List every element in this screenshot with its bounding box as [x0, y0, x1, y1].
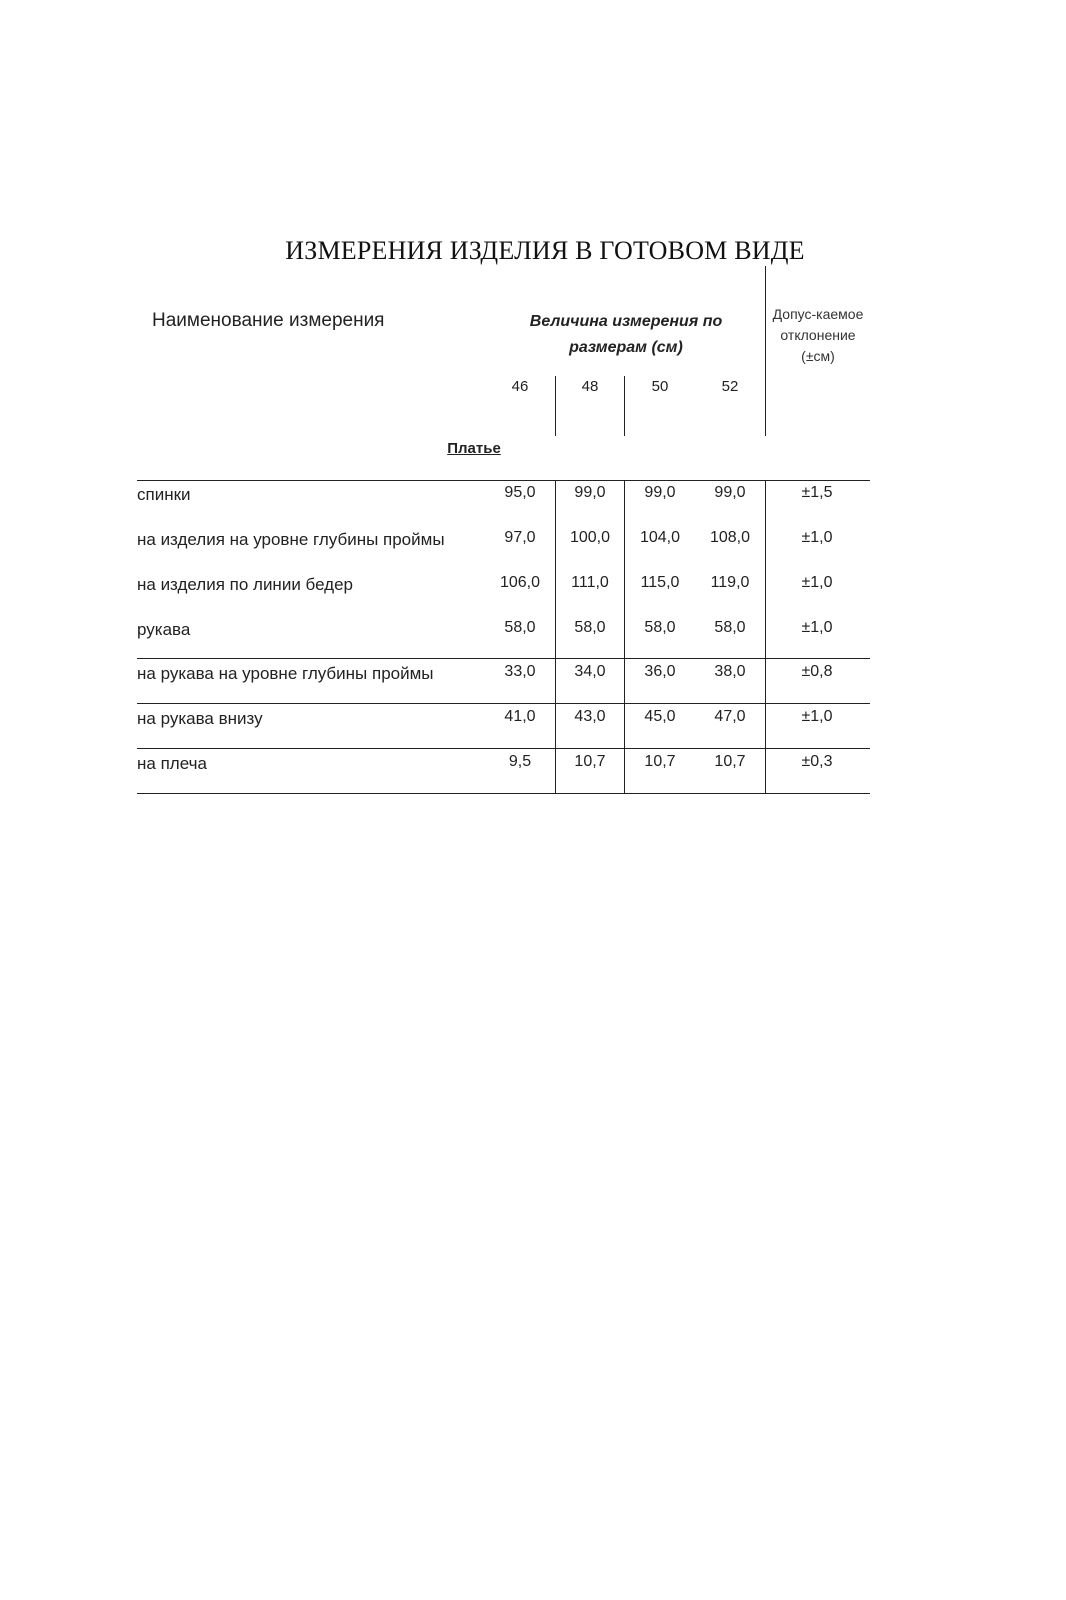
header-size-line1: Величина измерения по [529, 313, 723, 330]
section-label: Платье [447, 440, 501, 457]
value-52: 99,0 [714, 484, 746, 501]
measurement-name: рукава [137, 620, 191, 639]
value-48: 100,0 [569, 529, 611, 546]
table-row [0, 481, 1066, 525]
value-46: 106,0 [499, 574, 541, 591]
tolerance-value: ±1,0 [801, 529, 833, 546]
table-row [0, 705, 1066, 749]
size-label-50: 50 [651, 378, 669, 395]
value-48: 43,0 [574, 708, 606, 725]
value-46: 41,0 [504, 708, 536, 725]
size-label-46: 46 [511, 378, 529, 395]
value-46: 95,0 [504, 484, 536, 501]
table-row [0, 616, 1066, 660]
value-48: 58,0 [574, 619, 606, 636]
header-divider-tolerance [765, 266, 766, 436]
value-50: 115,0 [640, 574, 680, 591]
measurement-name: на рукава на уровне глубины проймы [137, 664, 434, 683]
header-tolerance-column [768, 304, 868, 367]
tolerance-value: ±1,0 [801, 574, 833, 591]
header-size-line2: размерам (см) [569, 339, 683, 356]
header-divider-50 [624, 376, 625, 436]
header-tolerance-line2: отклонение [780, 327, 856, 343]
tolerance-value: ±0,8 [801, 663, 833, 680]
value-52: 47,0 [714, 708, 746, 725]
header-divider-48 [555, 376, 556, 436]
value-46: 33,0 [504, 663, 536, 680]
table-row [0, 571, 1066, 615]
table-row [0, 750, 1066, 794]
value-52: 10,7 [714, 753, 746, 770]
header-size-column [510, 309, 742, 361]
value-50: 10,7 [644, 753, 676, 770]
table-row [0, 526, 1066, 570]
value-52: 38,0 [714, 663, 746, 680]
value-48: 99,0 [574, 484, 606, 501]
value-50: 99,0 [644, 484, 676, 501]
header-name-column: Наименование измерения [152, 310, 385, 331]
measurement-name: спинки [137, 485, 191, 504]
value-48: 34,0 [574, 663, 606, 680]
size-label-48: 48 [581, 378, 599, 395]
tolerance-value: ±1,5 [801, 484, 833, 501]
table-row [0, 660, 1066, 704]
value-46: 97,0 [504, 529, 536, 546]
tolerance-value: ±1,0 [801, 619, 833, 636]
value-50: 36,0 [644, 663, 676, 680]
tolerance-value: ±1,0 [801, 708, 833, 725]
measurement-name: на изделия по линии бедер [137, 575, 353, 594]
measurement-name: на рукава внизу [137, 709, 263, 728]
value-46: 9,5 [508, 753, 532, 770]
tolerance-value: ±0,3 [801, 753, 833, 770]
measurement-name: на изделия на уровне глубины проймы [137, 530, 445, 549]
size-label-52: 52 [721, 378, 739, 395]
value-50: 58,0 [644, 619, 676, 636]
value-50: 104,0 [639, 529, 681, 546]
value-52: 108,0 [709, 529, 751, 546]
document-title: ИЗМЕРЕНИЯ ИЗДЕЛИЯ В ГОТОВОМ ВИДЕ [285, 236, 805, 265]
value-50: 45,0 [644, 708, 676, 725]
value-48: 10,7 [574, 753, 606, 770]
value-46: 58,0 [504, 619, 536, 636]
value-48: 111,0 [571, 574, 609, 591]
header-tolerance-line1: Допус-каемое [772, 306, 864, 322]
header-tolerance-line3: (±см) [801, 348, 835, 364]
value-52: 58,0 [714, 619, 746, 636]
measurement-name: на плеча [137, 754, 207, 773]
value-52: 119,0 [710, 574, 750, 591]
